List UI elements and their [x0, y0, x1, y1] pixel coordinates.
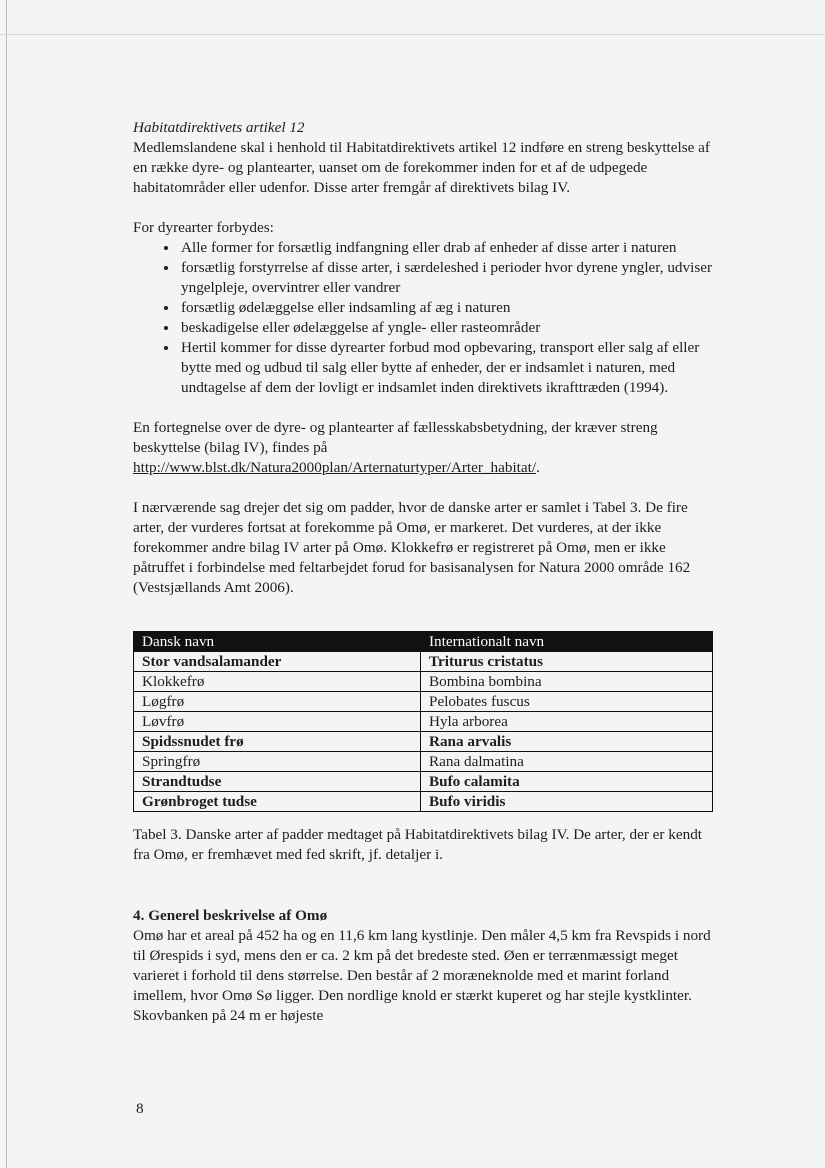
danish-name-cell: Klokkefrø — [134, 672, 421, 692]
table-caption: Tabel 3. Danske arter af padder medtaget på Habitatdirektivets bilag IV. De arter, der er kendt fra Omø, er fremhævet med fed skrift, jf. detaljer i. — [133, 826, 703, 863]
table-header-row — [134, 632, 713, 652]
list-paragraph-text: En fortegnelse over de dyre- og plantearter af fællesskabsbetydning, der kræver streng beskyttelse (bilag IV), findes på — [133, 419, 658, 456]
danish-name-cell: Løvfrø — [134, 712, 421, 732]
table-row — [134, 692, 713, 712]
species-table — [133, 631, 713, 812]
danish-name-cell: Spidssnudet frø — [134, 732, 421, 752]
table-row — [134, 652, 713, 672]
link-period: . — [536, 459, 540, 476]
table-row — [134, 752, 713, 772]
danish-name-cell: Løgfrø — [134, 692, 421, 712]
table-row — [134, 712, 713, 732]
danish-name-cell: Springfrø — [134, 752, 421, 772]
document-body — [133, 118, 713, 1026]
habitat-link[interactable]: http://www.blst.dk/Natura2000plan/Arternaturtyper/Arter_habitat/ — [133, 459, 537, 476]
section4-paragraph: Omø har et areal på 452 ha og en 11,6 km lang kystlinje. Den måler 4,5 km fra Revspids i nord til Ørespids i syd, mens den er ca. 2 km på det bredeste sted. Øen er terrænmæssigt meget varieret i forhold til dens størrelse. Den består af 2 moræneknolde med et marint forland imellem, hvor Omø Sø ligger. Den nordlige knold er stærkt kuperet og har stejle kystklinter. Skovbanken på 24 m er højeste — [133, 927, 711, 1024]
scan-top-edge — [0, 34, 825, 35]
danish-name-cell: Stor vandsalamander — [134, 652, 421, 672]
table-row — [134, 672, 713, 692]
international-name-cell: Rana arvalis — [421, 732, 713, 752]
section4-heading: 4. Generel beskrivelse af Omø — [133, 907, 328, 924]
list-paragraph — [133, 418, 713, 478]
danish-name-cell: Strandtudse — [134, 772, 421, 792]
table-row — [134, 772, 713, 792]
international-name-cell: Rana dalmatina — [421, 752, 713, 772]
prohibition-item: • forsætlig forstyrrelse af disse arter, i særdeleshed i perioder hvor dyrene yngler, udviser yngelpleje, overvintrer eller vandrer — [179, 258, 713, 298]
table-row — [134, 792, 713, 812]
international-name-cell: Bufo viridis — [421, 792, 713, 812]
page-number: 8 — [136, 1100, 144, 1117]
prohibition-item: • Alle former for forsætlig indfangning eller drab af enheder af disse arter i naturen — [179, 238, 713, 258]
header-danish-name: Dansk navn — [134, 632, 421, 652]
international-name-cell: Bombina bombina — [421, 672, 713, 692]
scan-left-edge — [6, 0, 7, 1168]
prohibition-list — [133, 238, 713, 398]
international-name-cell: Pelobates fuscus — [421, 692, 713, 712]
header-international-name: Internationalt navn — [421, 632, 713, 652]
international-name-cell: Triturus cristatus — [421, 652, 713, 672]
intro-paragraph: Medlemslandene skal i henhold til Habitatdirektivets artikel 12 indføre en streng beskyttelse af en række dyre- og plantearter, uanset om de forekommer inden for et af de udpegede habitatområder eller udenfor. Disse arter fremgår af direktivets bilag IV. — [133, 139, 710, 196]
case-paragraph: I nærværende sag drejer det sig om padder, hvor de danske arter er samlet i Tabel 3. De fire arter, der vurderes fortsat at forekomme på Omø, er markeret. Det vurderes, at der ikke forekommer andre bilag IV arter på Omø. Klokkefrø er registreret på Omø, men er ikke påtruffet i forbindelse med feltarbejdet forud for basisanalysen for Natura 2000 område 162 (Vestsjællands Amt 2006). — [133, 499, 691, 596]
prohibition-item: • Hertil kommer for disse dyrearter forbud mod opbevaring, transport eller salg af eller bytte med og udbud til salg eller bytte af enheder, der er indsamlet i naturen, med undtagelse af dem der lovligt er indsamlet inden direktivets ikrafttræden (1994). — [179, 338, 713, 398]
prohibition-item: • forsætlig ødelæggelse eller indsamling af æg i naturen — [179, 298, 713, 318]
international-name-cell: Hyla arborea — [421, 712, 713, 732]
danish-name-cell: Grønbroget tudse — [134, 792, 421, 812]
table-row — [134, 732, 713, 752]
prohibition-item: • beskadigelse eller ødelæggelse af yngle- eller rasteområder — [179, 318, 713, 338]
section-title: Habitatdirektivets artikel 12 — [133, 119, 305, 136]
international-name-cell: Bufo calamita — [421, 772, 713, 792]
prohibited-lead: For dyrearter forbydes: — [133, 219, 274, 236]
